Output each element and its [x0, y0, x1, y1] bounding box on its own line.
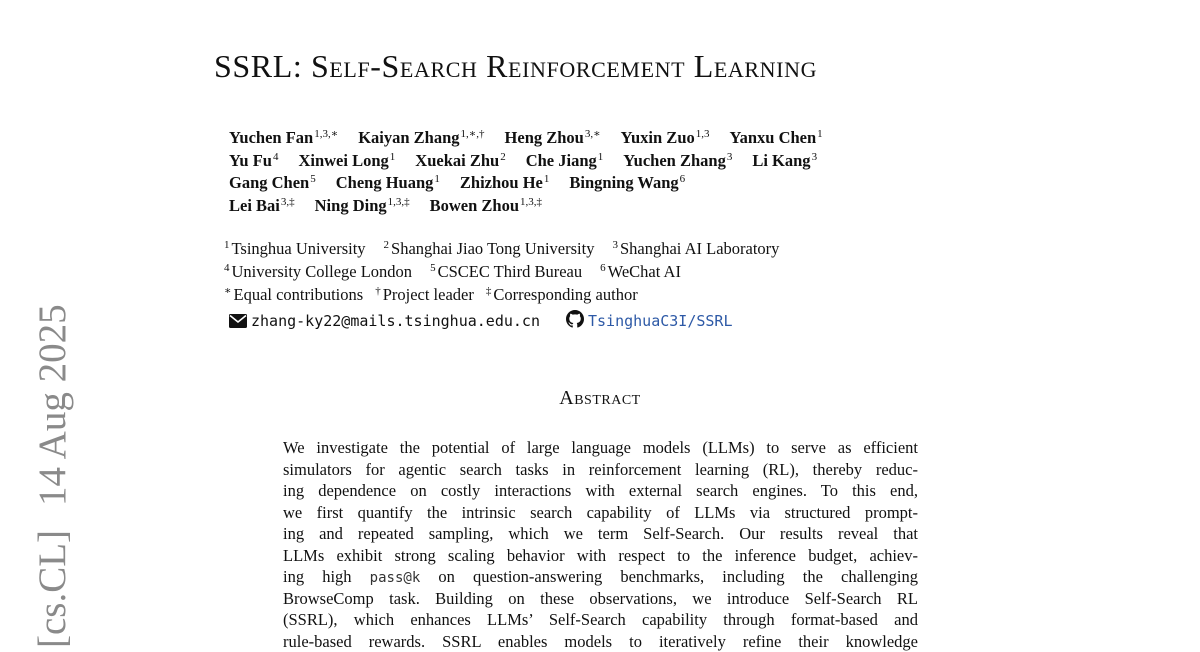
affiliation-marker: 2: [384, 239, 390, 251]
author-affiliation-marker: 1,3,‡: [520, 196, 542, 208]
affiliation-list: [224, 234, 797, 303]
author-affiliation-marker: 1,3: [696, 128, 710, 140]
author-line: [229, 123, 843, 146]
author-name: Heng Zhou$^{3,∗}$: [505, 123, 601, 150]
author-name: Yuchen Zhang$^3$: [623, 146, 732, 173]
author-name: Che Jiang$^1$: [526, 146, 604, 173]
author-line: [229, 191, 843, 214]
author-name: Xuekai Zhu$^2$: [415, 146, 505, 173]
abstract-body: [283, 437, 918, 652]
contact-line: [229, 310, 732, 331]
author-name: Yanxu Chen$^1$: [730, 123, 823, 150]
author-name: Kaiyan Zhang$^{1,∗,\dagger}$: [358, 123, 484, 150]
author-name: Yuchen Fan$^{1,3,∗}$: [229, 123, 338, 150]
affiliation-line: [224, 234, 797, 257]
affiliation-line: [224, 257, 797, 280]
author-name: Lei Bai$^{3,\ddagger}$: [229, 191, 295, 218]
affiliation-marker: 6: [600, 262, 606, 274]
affiliation-name: WeChat AI: [608, 262, 681, 281]
author-affiliation-marker: 1: [390, 151, 396, 163]
github-icon: [566, 310, 584, 328]
author-name: Gang Chen$^5$: [229, 168, 316, 195]
note-marker: †: [375, 285, 381, 297]
author-line: [229, 146, 843, 169]
author-affiliation-marker: 1: [544, 173, 550, 185]
affiliation-name: Shanghai Jiao Tong University: [391, 239, 594, 258]
author-line: [229, 168, 843, 191]
author-list: [229, 123, 843, 213]
note-text: Corresponding author: [493, 285, 637, 304]
author-name: Zhizhou He$^1$: [460, 168, 549, 195]
affiliation-name: Tsinghua University: [232, 239, 366, 258]
abstract-line: ing and repeated sampling, which we term Self-Search. Our results reveal that: [283, 523, 918, 545]
affiliation-name: CSCEC Third Bureau: [438, 262, 583, 281]
author-name: Li Kang$^3$: [752, 146, 817, 173]
author-name: Xinwei Long$^1$: [298, 146, 395, 173]
envelope-icon: [229, 314, 247, 328]
abstract-line: rule-based rewards. SSRL enables models to iteratively refine their knowledge: [283, 631, 918, 652]
contribution-note: [375, 280, 474, 306]
author-name: Bowen Zhou$^{1,3,\ddagger}$: [430, 191, 542, 218]
author-affiliation-marker: 3,∗: [585, 128, 601, 140]
author-affiliation-marker: 3: [812, 151, 818, 163]
note-marker: ∗: [224, 285, 231, 297]
author-affiliation-marker: 1: [598, 151, 604, 163]
abstract-line: LLMs exhibit strong scaling behavior with respect to the inference budget, achiev-: [283, 545, 918, 567]
note-text: Equal contributions: [233, 285, 363, 304]
author-affiliation-marker: 4: [273, 151, 279, 163]
contribution-note: [224, 280, 363, 306]
affiliation-name: Shanghai AI Laboratory: [620, 239, 779, 258]
author-affiliation-marker: 5: [310, 173, 316, 185]
author-name: Yu Fu$^4$: [229, 146, 278, 173]
contribution-note: [486, 280, 638, 306]
author-affiliation-marker: 1: [434, 173, 440, 185]
email-address: zhang-ky22@mails.tsinghua.edu.cn: [251, 312, 540, 330]
affiliation-name: University College London: [232, 262, 413, 281]
metric-code: pass@k: [370, 570, 421, 586]
author-affiliation-marker: 3: [727, 151, 733, 163]
affiliation-marker: 1: [224, 239, 230, 251]
abstract-line: (SSRL), which enhances LLMs’ Self-Search capability through format-based and: [283, 609, 918, 631]
abstract-line: we first quantify the intrinsic search capability of LLMs via structured prompt-: [283, 502, 918, 524]
author-affiliation-marker: 1,3,∗: [314, 128, 338, 140]
arxiv-category: [cs.CL]: [33, 530, 72, 648]
affiliation-marker: 3: [612, 239, 618, 251]
note-marker: ‡: [486, 285, 492, 297]
abstract-line: ing high pass@k on question-answering benchmarks, including the challenging: [283, 566, 918, 588]
author-affiliation-marker: 1: [817, 128, 823, 140]
affiliation-marker: 5: [430, 262, 436, 274]
abstract-line: simulators for agentic search tasks in reinforcement learning (RL), thereby reduc-: [283, 459, 918, 481]
arxiv-date: 14 Aug 2025: [33, 304, 72, 506]
author-name: Bingning Wang$^6$: [569, 168, 685, 195]
author-name: Ning Ding$^{1,3,\ddagger}$: [315, 191, 410, 218]
github-link[interactable]: [566, 313, 733, 330]
abstract-line: BrowseComp task. Building on these observations, we introduce Self-Search RL: [283, 588, 918, 610]
affiliation-marker: 4: [224, 262, 230, 274]
note-text: Project leader: [383, 285, 474, 304]
author-affiliation-marker: 1,3,‡: [388, 196, 410, 208]
author-affiliation-marker: 2: [500, 151, 506, 163]
author-affiliation-marker: 1,∗,†: [461, 128, 485, 140]
abstract-line: ing dependence on costly interactions with external search engines. To this end,: [283, 480, 918, 502]
author-affiliation-marker: 6: [680, 173, 686, 185]
author-affiliation-marker: 3,‡: [281, 196, 295, 208]
github-repo: TsinghuaC3I/SSRL: [588, 312, 733, 330]
abstract-line: We investigate the potential of large language models (LLMs) to serve as efficient: [283, 437, 918, 459]
email-link[interactable]: [229, 313, 544, 330]
author-name: Cheng Huang$^1$: [336, 168, 440, 195]
paper-title: SSRL: Self-Search Reinforcement Learning: [214, 50, 817, 82]
author-name: Yuxin Zuo$^{1,3}$: [621, 123, 710, 150]
arxiv-stamp: [31, 304, 72, 648]
abstract-heading: Abstract: [0, 388, 1200, 408]
contribution-notes: [224, 280, 797, 303]
